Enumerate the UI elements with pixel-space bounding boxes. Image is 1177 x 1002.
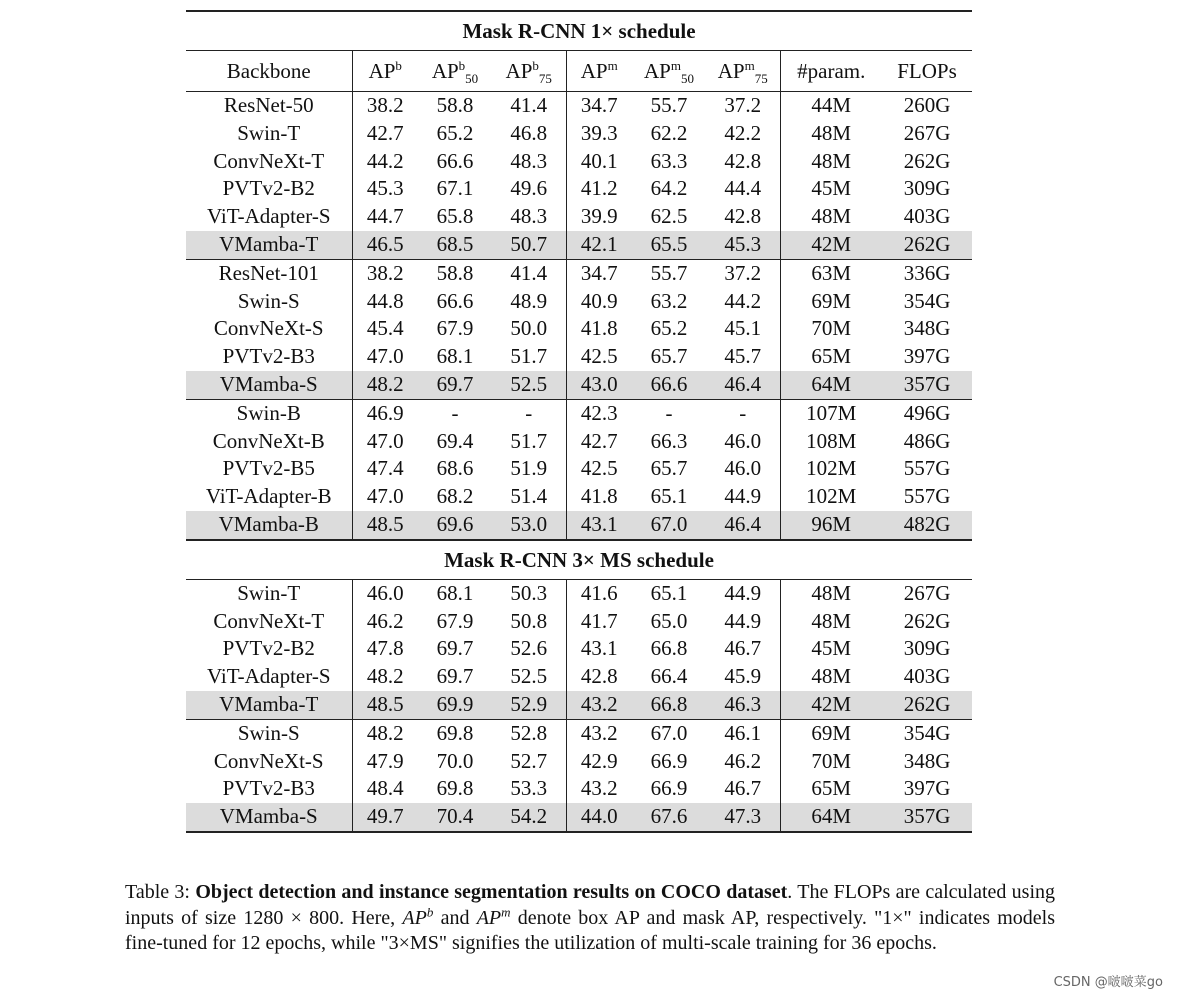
- cell-flops: 267G: [903, 120, 951, 145]
- cell-apb: 46.0: [352, 579, 418, 607]
- cell-apb: 47.0: [352, 483, 418, 511]
- cell-flops: 262G: [903, 608, 951, 633]
- cell-apb75: 51.4: [510, 484, 548, 509]
- cell-apb50: 68.6: [436, 456, 474, 481]
- cell-params: 65M: [780, 343, 882, 371]
- cell-params: 48M: [780, 663, 882, 691]
- cell-apm50: 66.3: [650, 428, 688, 453]
- cell-apb50: 69.8: [418, 719, 492, 747]
- table-row: [186, 148, 972, 176]
- cell-backbone: Swin-T: [237, 120, 301, 145]
- cell-apb: 46.5: [352, 231, 418, 259]
- cell-backbone: ConvNeXt-B: [212, 428, 325, 453]
- cell-apm75: 44.9: [724, 484, 762, 509]
- table-row: [186, 120, 972, 148]
- cell-apm50: 67.0: [632, 719, 706, 747]
- cell-apm: 41.6: [566, 579, 632, 607]
- cell-apb: 46.9: [352, 399, 418, 427]
- cell-apb: 48.5: [352, 691, 418, 719]
- cell-apm50: 63.3: [650, 148, 688, 173]
- caption-title: Object detection and instance segmentation results on COCO dataset: [195, 881, 788, 903]
- cell-apm75: -: [706, 399, 780, 427]
- cell-apm75: 42.2: [724, 120, 762, 145]
- table-row: [186, 579, 972, 607]
- header-apb50: $AP^b_{50}$: [431, 58, 479, 87]
- table-row: [186, 399, 972, 427]
- cell-apm: 39.3: [566, 120, 632, 148]
- cell-flops: 262G: [903, 148, 951, 173]
- table-row: [186, 511, 972, 540]
- cell-backbone: VMamba-T: [186, 691, 352, 719]
- cell-apb75: 48.3: [510, 204, 548, 229]
- cell-apb75: 50.8: [510, 608, 548, 633]
- cell-apm75: 46.4: [706, 371, 780, 399]
- cell-apm: 41.8: [566, 315, 632, 343]
- cell-flops: 482G: [882, 511, 972, 540]
- cell-backbone: ConvNeXt-S: [213, 316, 324, 341]
- cell-apb75: 41.4: [492, 259, 566, 287]
- cell-apb: 48.2: [352, 371, 418, 399]
- section-title: Mask R-CNN 1× schedule: [186, 11, 972, 51]
- caption-text-2: . Here,: [339, 906, 403, 929]
- caption-text-4: denote box AP and mask AP, respectively. "1×" indicates models fine-tuned for 12 epochs, while "3×MS" signifies the utilization of multi-scale training for 36 epochs.: [125, 906, 1055, 954]
- cell-apm75: 45.3: [706, 231, 780, 259]
- table-row: [186, 775, 972, 803]
- cell-apm: 41.7: [566, 608, 632, 636]
- cell-backbone: VMamba-B: [186, 511, 352, 540]
- header-apb75: $AP^b_{75}$: [505, 58, 552, 87]
- cell-apm: 43.0: [566, 371, 632, 399]
- cell-flops: 354G: [903, 288, 951, 313]
- caption-text-1: . The FLOPs are calculated using inputs of size: [125, 881, 1056, 929]
- cell-apb50: 69.7: [418, 371, 492, 399]
- header-apb: $AP^b$: [352, 51, 418, 92]
- cell-apm75: 44.9: [724, 580, 762, 605]
- section-title-row: [186, 540, 972, 580]
- cell-apb50: 69.7: [436, 636, 474, 661]
- cell-apb75: 54.2: [492, 803, 566, 832]
- cell-apb75: 52.5: [510, 664, 548, 689]
- caption-size: 1280 × 800: [243, 906, 340, 929]
- cell-apm50: 66.9: [650, 776, 688, 801]
- watermark: CSDN @啵啵菜go: [1053, 975, 1163, 990]
- cell-apm50: 66.4: [650, 664, 688, 689]
- cell-flops: 262G: [882, 231, 972, 259]
- cell-apb75: 52.8: [492, 719, 566, 747]
- cell-apb75: 50.3: [510, 580, 548, 605]
- header-apm: $AP^m$: [566, 51, 632, 92]
- cell-apb: 46.2: [352, 608, 418, 636]
- table-row: [186, 175, 972, 203]
- section-title: Mask R-CNN 3× MS schedule: [186, 540, 972, 580]
- cell-backbone: ViT-Adapter-B: [205, 484, 332, 509]
- cell-apm75: 45.7: [724, 344, 762, 369]
- cell-flops: 309G: [903, 636, 951, 661]
- cell-backbone: ConvNeXt-S: [213, 748, 324, 773]
- cell-apb75: 53.3: [510, 776, 548, 801]
- table-row: [186, 92, 972, 120]
- cell-flops: 486G: [903, 428, 951, 453]
- cell-backbone: PVTv2-B2: [222, 176, 315, 201]
- cell-apb: 38.2: [352, 259, 418, 287]
- results-table: [186, 10, 972, 833]
- cell-flops: 267G: [903, 580, 951, 605]
- cell-apm: 41.2: [566, 175, 632, 203]
- cell-apm75: 46.0: [724, 456, 762, 481]
- cell-apb: 38.2: [352, 92, 418, 120]
- cell-apm50: 55.7: [632, 92, 706, 120]
- cell-apb50: 67.9: [436, 608, 474, 633]
- table-row: [186, 719, 972, 747]
- cell-params: 69M: [780, 288, 882, 316]
- cell-apm50: 63.2: [650, 288, 688, 313]
- cell-apb: 44.7: [352, 203, 418, 231]
- cell-params: 64M: [780, 371, 882, 399]
- cell-apm50: 65.7: [650, 456, 688, 481]
- cell-flops: 397G: [903, 776, 951, 801]
- cell-backbone: PVTv2-B5: [222, 456, 315, 481]
- caption-apb: $AP^b$: [402, 903, 434, 929]
- cell-apb75: 50.7: [492, 231, 566, 259]
- cell-apm50: 66.8: [650, 636, 688, 661]
- cell-apm75: 37.2: [706, 259, 780, 287]
- cell-apb: 45.4: [352, 315, 418, 343]
- table-row: [186, 691, 972, 719]
- cell-apm50: 67.6: [632, 803, 706, 832]
- cell-apb: 48.2: [352, 719, 418, 747]
- cell-params: 42M: [780, 231, 882, 259]
- cell-apb50: 69.6: [418, 511, 492, 540]
- cell-apb75: 52.7: [510, 748, 548, 773]
- table-row: [186, 288, 972, 316]
- cell-apm50: 62.2: [650, 120, 688, 145]
- cell-apb: 48.4: [352, 775, 418, 803]
- cell-apb: 47.4: [352, 455, 418, 483]
- cell-apm: 40.1: [566, 148, 632, 176]
- cell-apb75: 51.7: [510, 428, 548, 453]
- cell-params: 42M: [780, 691, 882, 719]
- cell-apb75: 52.5: [492, 371, 566, 399]
- cell-apb75: 49.6: [510, 176, 548, 201]
- cell-backbone: VMamba-S: [186, 371, 352, 399]
- cell-apm: 42.9: [566, 748, 632, 776]
- cell-params: 102M: [780, 483, 882, 511]
- table-row: [186, 608, 972, 636]
- caption-apm: $AP^m$: [476, 903, 511, 929]
- table-row: [186, 315, 972, 343]
- cell-apm50: 65.7: [650, 344, 688, 369]
- cell-apm75: 46.0: [724, 428, 762, 453]
- cell-apm75: 45.9: [724, 664, 762, 689]
- header-apm75: $AP^m_{75}$: [717, 58, 768, 87]
- cell-apm: 43.1: [566, 635, 632, 663]
- cell-params: 107M: [780, 399, 882, 427]
- cell-apm75: 42.8: [724, 148, 762, 173]
- header-backbone: Backbone: [226, 59, 311, 83]
- table-row: [186, 748, 972, 776]
- cell-flops: 357G: [882, 371, 972, 399]
- cell-apb50: 65.2: [436, 120, 474, 145]
- cell-backbone: Swin-S: [186, 719, 352, 747]
- cell-apm50: 66.8: [632, 691, 706, 719]
- cell-params: 65M: [780, 775, 882, 803]
- cell-apm50: 66.6: [632, 371, 706, 399]
- cell-apm75: 46.2: [724, 748, 762, 773]
- cell-params: 48M: [780, 148, 882, 176]
- caption-label: Table 3:: [125, 881, 190, 903]
- cell-apm75: 45.1: [724, 316, 762, 341]
- cell-apm50: 64.2: [650, 176, 688, 201]
- cell-apm75: 44.2: [724, 288, 762, 313]
- table-row: [186, 231, 972, 259]
- cell-backbone: Swin-S: [237, 288, 300, 313]
- cell-backbone: ConvNeXt-T: [213, 148, 325, 173]
- cell-apm: 34.7: [566, 259, 632, 287]
- cell-params: 48M: [780, 120, 882, 148]
- cell-apb50: 70.4: [418, 803, 492, 832]
- table-row: [186, 343, 972, 371]
- cell-apm50: 55.7: [632, 259, 706, 287]
- cell-apm: 42.5: [566, 455, 632, 483]
- cell-backbone: ResNet-101: [186, 259, 352, 287]
- table-row: [186, 803, 972, 832]
- cell-params: 45M: [780, 175, 882, 203]
- cell-apm: 39.9: [566, 203, 632, 231]
- cell-apb: 44.8: [352, 288, 418, 316]
- cell-flops: 348G: [903, 316, 951, 341]
- table-row: [186, 428, 972, 456]
- cell-apm: 42.8: [566, 663, 632, 691]
- caption-text-3: and: [433, 906, 477, 929]
- cell-flops: 403G: [903, 664, 951, 689]
- cell-apb75: 48.3: [510, 148, 548, 173]
- cell-apb50: 58.8: [418, 259, 492, 287]
- cell-apm50: 65.0: [650, 608, 688, 633]
- cell-backbone: Swin-T: [237, 580, 301, 605]
- table-row: [186, 259, 972, 287]
- cell-backbone: VMamba-T: [186, 231, 352, 259]
- cell-flops: 496G: [882, 399, 972, 427]
- cell-apm: 34.7: [566, 92, 632, 120]
- cell-params: 63M: [780, 259, 882, 287]
- cell-backbone: PVTv2-B3: [222, 776, 315, 801]
- cell-apb50: 66.6: [436, 148, 474, 173]
- table-row: [186, 455, 972, 483]
- cell-apb: 47.0: [352, 428, 418, 456]
- cell-apb50: 69.9: [418, 691, 492, 719]
- cell-apm: 42.3: [566, 399, 632, 427]
- cell-apm: 42.5: [566, 343, 632, 371]
- cell-apb: 42.7: [352, 120, 418, 148]
- cell-apm50: -: [632, 399, 706, 427]
- cell-params: 64M: [780, 803, 882, 832]
- header-param: #param.: [780, 51, 882, 92]
- header-flops: FLOPs: [897, 59, 957, 83]
- cell-apm: 44.0: [566, 803, 632, 832]
- cell-apb: 44.2: [352, 148, 418, 176]
- header-apm50: $AP^m_{50}$: [644, 58, 694, 87]
- cell-apb: 47.9: [352, 748, 418, 776]
- cell-apb50: 68.2: [436, 484, 474, 509]
- cell-backbone: VMamba-S: [186, 803, 352, 832]
- cell-flops: 397G: [903, 344, 951, 369]
- cell-apb50: 58.8: [418, 92, 492, 120]
- cell-apb50: 69.8: [436, 776, 474, 801]
- cell-apb75: 52.6: [510, 636, 548, 661]
- cell-apb: 49.7: [352, 803, 418, 832]
- cell-backbone: Swin-B: [186, 399, 352, 427]
- cell-apb: 47.8: [352, 635, 418, 663]
- cell-backbone: ResNet-50: [186, 92, 352, 120]
- cell-apm75: 46.7: [724, 776, 762, 801]
- cell-params: 48M: [780, 579, 882, 607]
- cell-apb75: 53.0: [492, 511, 566, 540]
- cell-apm75: 46.3: [706, 691, 780, 719]
- cell-params: 70M: [780, 748, 882, 776]
- cell-params: 96M: [780, 511, 882, 540]
- table-caption: [125, 880, 1055, 957]
- section-title-row: [186, 11, 972, 51]
- cell-apb50: 65.8: [436, 204, 474, 229]
- cell-apm: 43.1: [566, 511, 632, 540]
- cell-apb: 48.2: [352, 663, 418, 691]
- cell-backbone: ViT-Adapter-S: [206, 664, 331, 689]
- cell-flops: 357G: [882, 803, 972, 832]
- cell-params: 69M: [780, 719, 882, 747]
- table-row: [186, 203, 972, 231]
- cell-apb: 47.0: [352, 343, 418, 371]
- cell-apm: 43.2: [566, 719, 632, 747]
- cell-backbone: PVTv2-B2: [222, 636, 315, 661]
- cell-apm50: 67.0: [632, 511, 706, 540]
- cell-params: 48M: [780, 608, 882, 636]
- cell-apb: 48.5: [352, 511, 418, 540]
- cell-params: 108M: [780, 428, 882, 456]
- cell-apm50: 65.2: [650, 316, 688, 341]
- cell-apm75: 47.3: [706, 803, 780, 832]
- cell-apb50: 68.1: [436, 344, 474, 369]
- cell-apb50: 68.5: [418, 231, 492, 259]
- cell-apb50: 67.9: [436, 316, 474, 341]
- cell-apb50: -: [418, 399, 492, 427]
- cell-apb50: 67.1: [436, 176, 474, 201]
- table-row: [186, 635, 972, 663]
- cell-apm: 43.2: [566, 691, 632, 719]
- cell-apb: 45.3: [352, 175, 418, 203]
- cell-apm50: 65.1: [650, 580, 688, 605]
- cell-apb75: 51.7: [510, 344, 548, 369]
- cell-backbone: PVTv2-B3: [222, 344, 315, 369]
- table-row: [186, 371, 972, 399]
- cell-apb75: -: [492, 399, 566, 427]
- cell-apb50: 66.6: [436, 288, 474, 313]
- cell-apm75: 44.4: [724, 176, 762, 201]
- cell-apm: 41.8: [566, 483, 632, 511]
- cell-flops: 403G: [903, 204, 951, 229]
- cell-apm50: 66.9: [650, 748, 688, 773]
- cell-apm75: 46.7: [724, 636, 762, 661]
- cell-apb75: 48.9: [510, 288, 548, 313]
- cell-apb75: 51.9: [510, 456, 548, 481]
- cell-apb50: 70.0: [436, 748, 474, 773]
- cell-apm50: 62.5: [650, 204, 688, 229]
- cell-apm75: 42.8: [724, 204, 762, 229]
- cell-apm75: 46.1: [706, 719, 780, 747]
- cell-apb75: 52.9: [492, 691, 566, 719]
- cell-apb50: 68.1: [436, 580, 474, 605]
- cell-flops: 336G: [882, 259, 972, 287]
- cell-apb50: 69.7: [436, 664, 474, 689]
- cell-apm75: 46.4: [706, 511, 780, 540]
- cell-apm50: 65.1: [650, 484, 688, 509]
- cell-apm75: 37.2: [706, 92, 780, 120]
- cell-flops: 260G: [882, 92, 972, 120]
- header-row: [186, 51, 972, 92]
- cell-params: 45M: [780, 635, 882, 663]
- cell-params: 102M: [780, 455, 882, 483]
- cell-apb50: 69.4: [436, 428, 474, 453]
- cell-backbone: ViT-Adapter-S: [206, 204, 331, 229]
- cell-apm75: 44.9: [724, 608, 762, 633]
- cell-params: 48M: [780, 203, 882, 231]
- cell-apb75: 50.0: [510, 316, 548, 341]
- cell-apb75: 41.4: [492, 92, 566, 120]
- cell-flops: 557G: [903, 456, 951, 481]
- cell-flops: 262G: [882, 691, 972, 719]
- table-row: [186, 663, 972, 691]
- cell-apm: 40.9: [566, 288, 632, 316]
- cell-params: 70M: [780, 315, 882, 343]
- cell-apb75: 46.8: [510, 120, 548, 145]
- cell-flops: 348G: [903, 748, 951, 773]
- cell-apm: 42.1: [566, 231, 632, 259]
- cell-flops: 354G: [882, 719, 972, 747]
- cell-apm50: 65.5: [632, 231, 706, 259]
- cell-apm: 42.7: [566, 428, 632, 456]
- cell-params: 44M: [780, 92, 882, 120]
- cell-apm: 43.2: [566, 775, 632, 803]
- cell-flops: 557G: [903, 484, 951, 509]
- cell-flops: 309G: [903, 176, 951, 201]
- cell-backbone: ConvNeXt-T: [213, 608, 325, 633]
- table-row: [186, 483, 972, 511]
